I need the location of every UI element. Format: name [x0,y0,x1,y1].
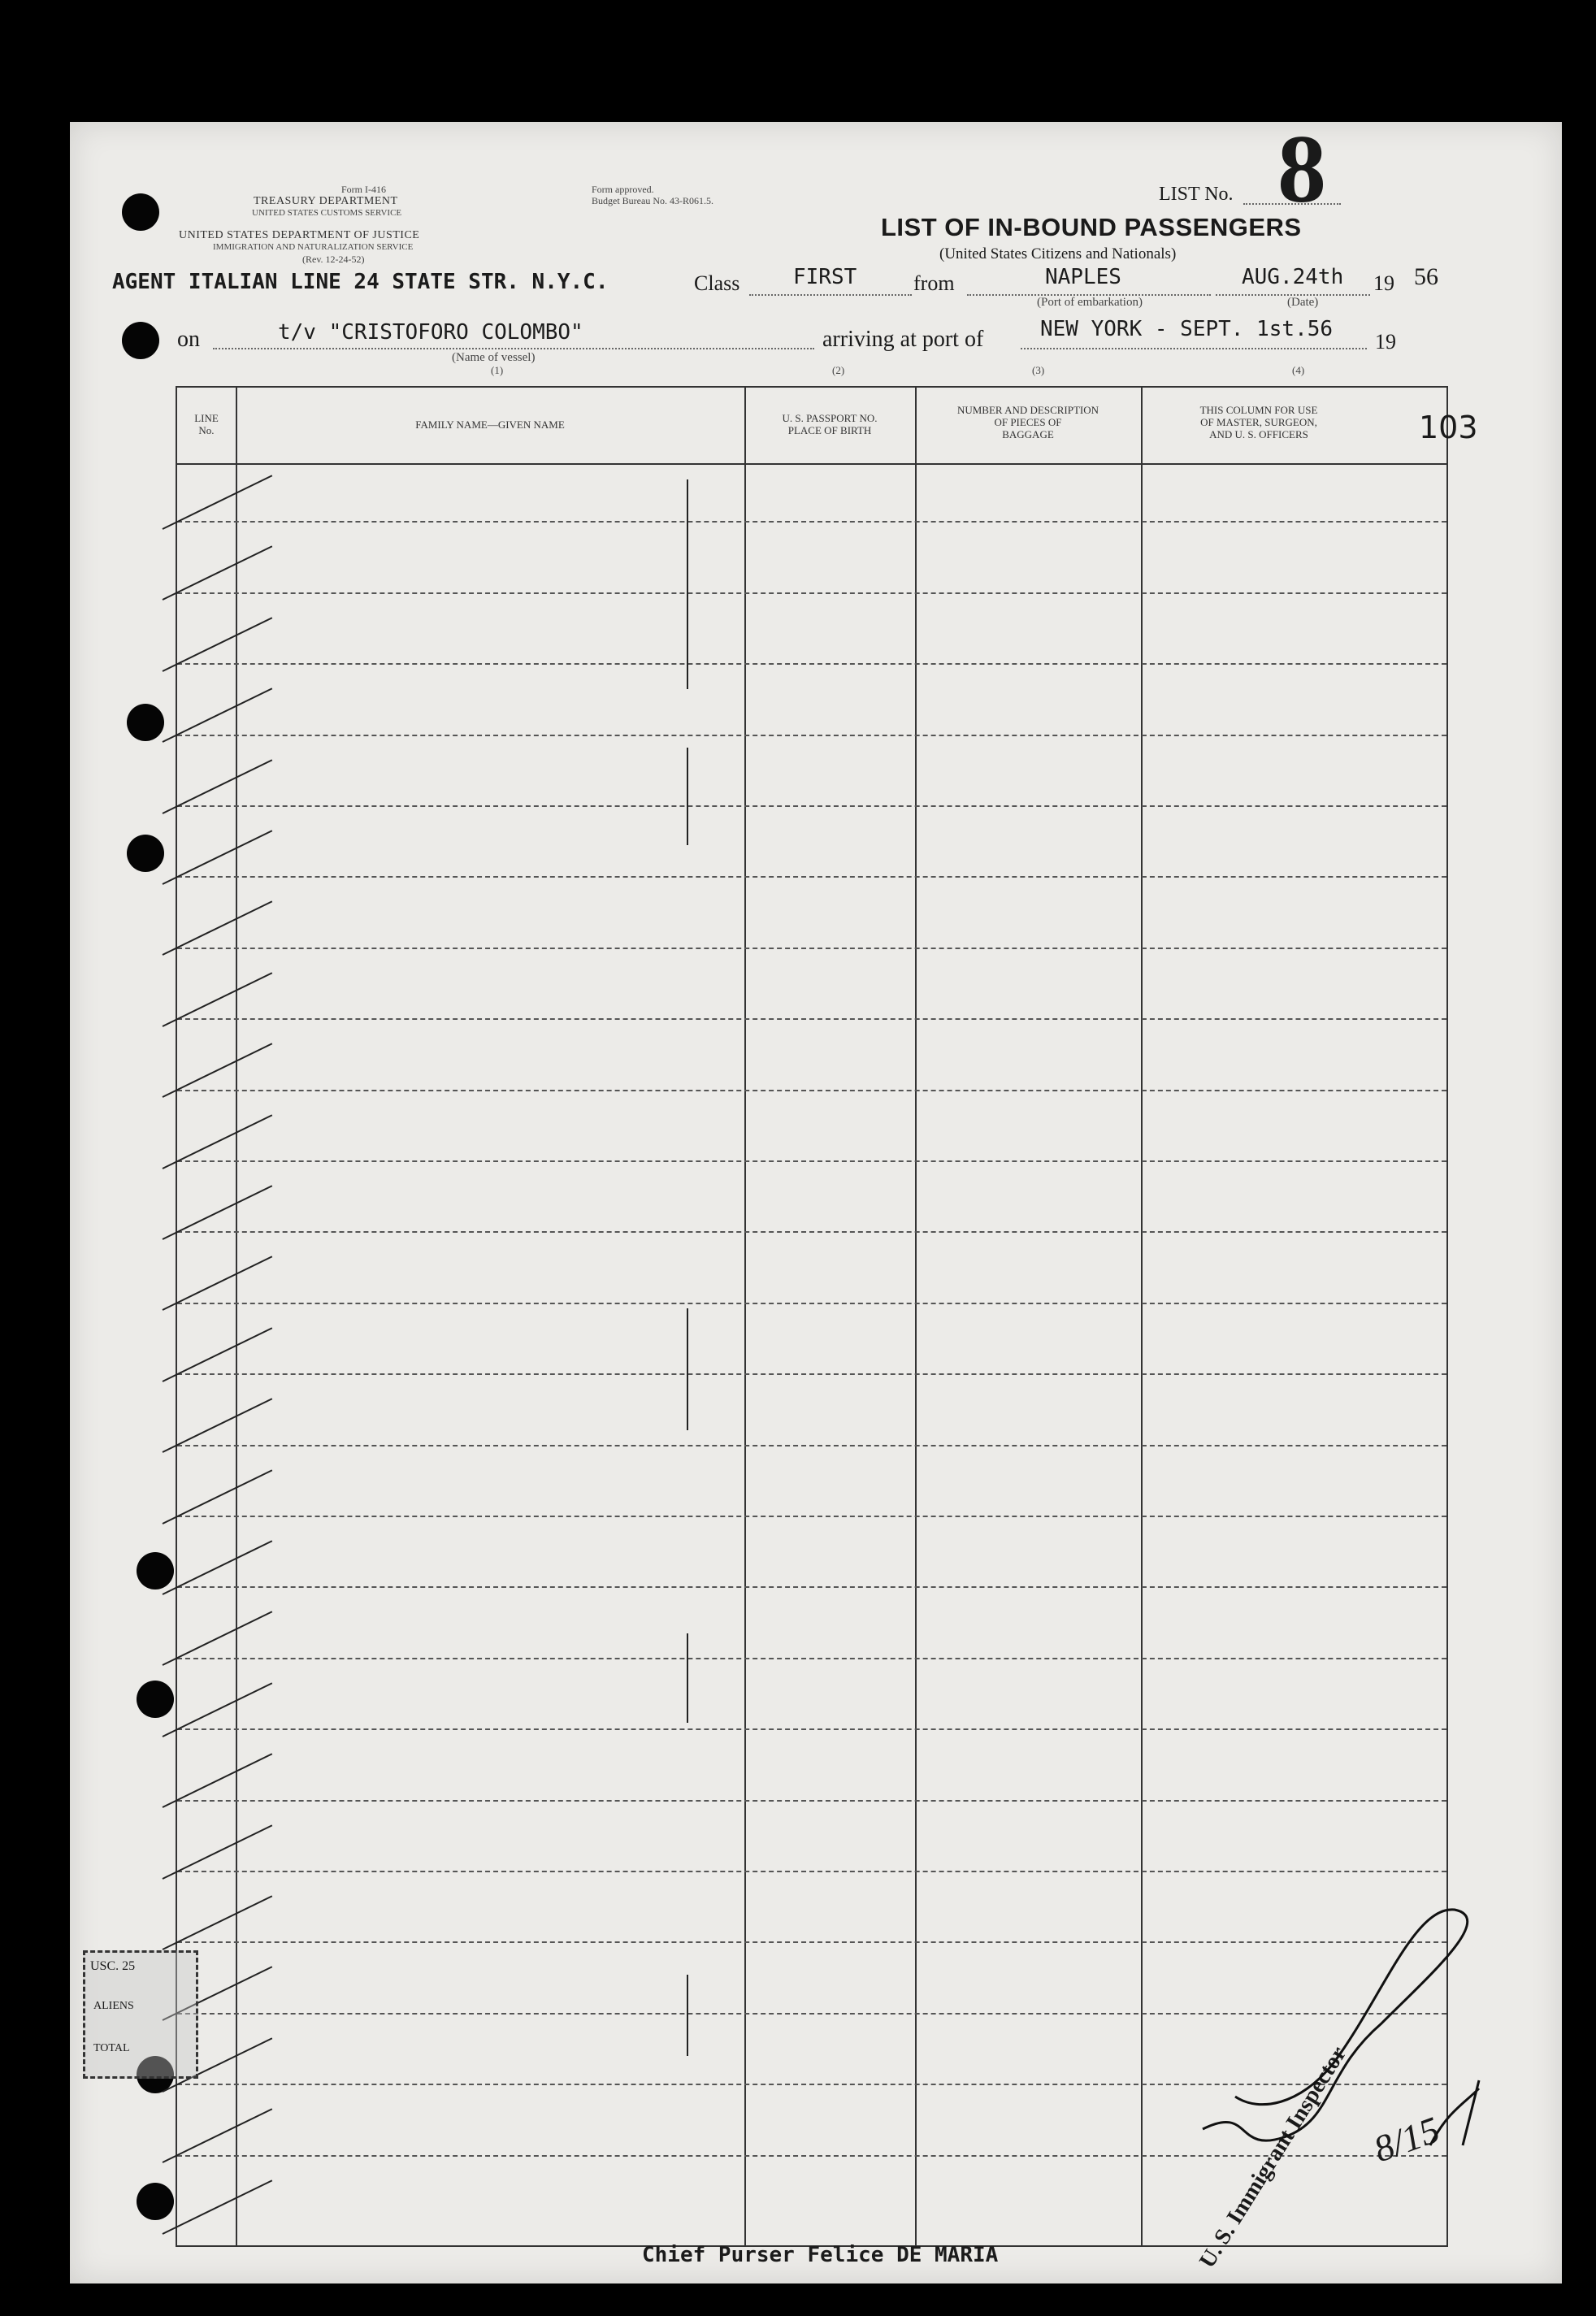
punch-hole [127,704,164,741]
col-4-label: (4) [1292,364,1305,376]
col-3-label: (3) [1032,364,1045,376]
alien-count-stamp [83,1950,198,2079]
col-head-name: FAMILY NAME—GIVEN NAME [415,419,565,431]
inspector-date: 8/15 [1368,2108,1446,2171]
year-prefix: 19 [1373,271,1394,295]
date-value: AUG.24th [1242,265,1344,289]
dept-ins: IMMIGRATION AND NATURALIZATION SERVICE [213,242,414,252]
col-head-line: LINE No. [194,412,219,436]
vessel-name: t/v "CRISTOFORO COLOMBO" [278,320,583,345]
inspector-signature [1186,1902,1495,2162]
stamp-total: TOTAL [93,2042,130,2054]
chief-purser: Chief Purser Felice DE MARIA [642,2243,999,2267]
page-ref-number: 103 [1419,410,1478,445]
list-no-label: LIST No. [1159,184,1234,205]
col-2-label: (2) [832,364,845,376]
punch-hole [137,2183,174,2220]
punch-hole [127,835,164,872]
stamp-aliens: ALIENS [93,2000,134,2012]
from-label: from [913,271,955,295]
col-head-passport: U. S. PASSPORT NO. PLACE OF BIRTH [782,412,878,436]
punch-hole [122,193,159,231]
stamp-usc: USC. 25 [90,1959,136,1973]
col-1-label: (1) [491,364,504,376]
punch-hole [122,322,159,359]
inspector-title: U. S. Immigrant Inspector [1195,2041,1352,2273]
class-label: Class [694,271,740,295]
form-approved: Form approved. [592,184,654,195]
year-value: 56 [1414,263,1438,290]
port-embark-label: (Port of embarkation) [1037,296,1143,309]
page-title: LIST OF IN-BOUND PASSENGERS [881,213,1302,241]
dept-customs: UNITED STATES CUSTOMS SERVICE [252,208,402,218]
from-port: NAPLES [1045,265,1121,289]
on-label: on [177,327,200,352]
agent-line: AGENT ITALIAN LINE 24 STATE STR. N.Y.C. [112,270,609,294]
punch-hole [137,1681,174,1718]
class-value: FIRST [793,265,857,289]
vessel-label: (Name of vessel) [452,351,536,364]
col-head-baggage: NUMBER AND DESCRIPTION OF PIECES OF BAGGAGE [956,404,1099,440]
arriving-label: arriving at port of [822,327,984,352]
dept-treasury: TREASURY DEPARTMENT [254,195,398,207]
form-rev: (Rev. 12-24-52) [302,254,365,265]
col-head-officers: THIS COLUMN FOR USE OF MASTER, SURGEON, AND U. S. OFFICERS [1199,404,1318,440]
dept-justice: UNITED STATES DEPARTMENT OF JUSTICE [179,229,420,241]
budget-bureau: Budget Bureau No. 43-R061.5. [592,195,713,206]
date-label: (Date) [1287,296,1319,309]
list-number: 8 [1277,115,1326,223]
form-number: Form I-416 [341,184,386,195]
arrival-year-prefix: 19 [1375,330,1396,353]
arrival-port: NEW YORK - SEPT. 1st.56 [1040,317,1334,341]
page-subtitle: (United States Citizens and Nationals) [939,245,1177,262]
punch-hole [137,1552,174,1590]
